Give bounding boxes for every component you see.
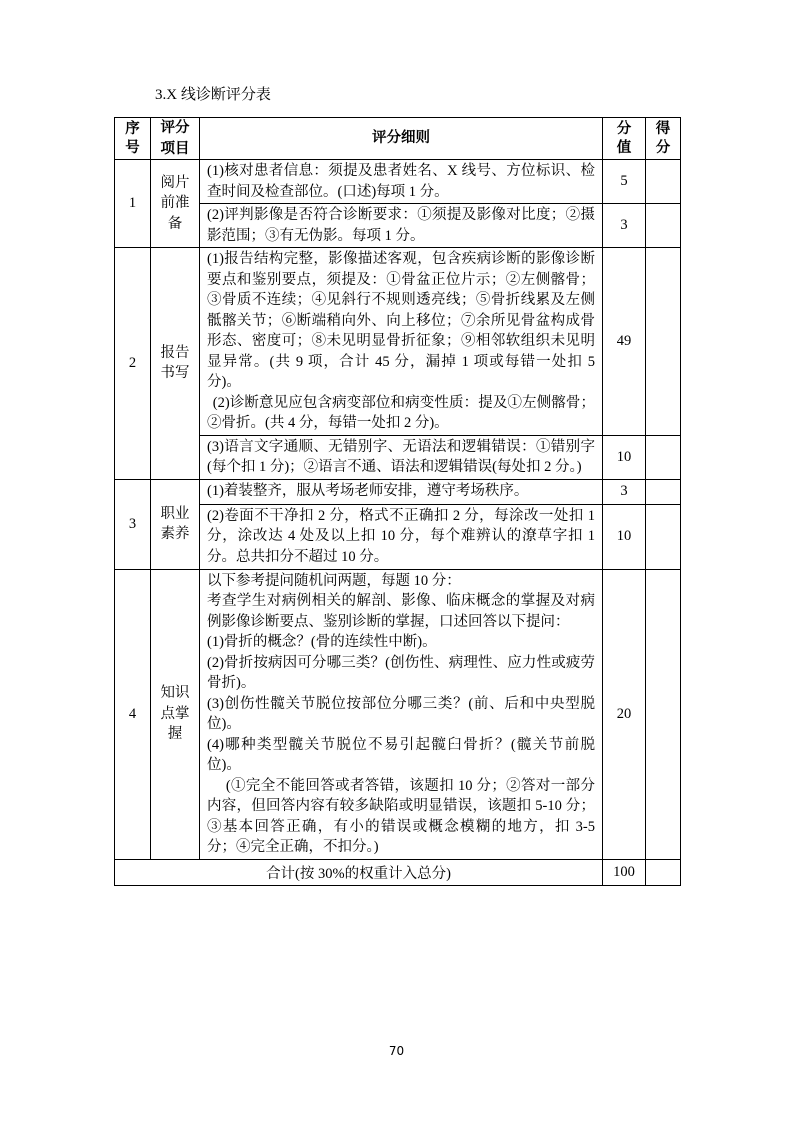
criteria-paragraph: (1)着装整齐，服从考场老师安排，遵守考场秩序。 <box>207 483 529 500</box>
row3b-obtained-cell <box>646 504 681 569</box>
row2-index-cell: 2 <box>115 248 151 480</box>
header-row <box>115 118 681 160</box>
criteria-paragraph: (2)卷面不干净扣 2 分，格式不正确扣 2 分，每涂改一处扣 1 分，涂改达 4 处及以上扣 10 分，每个难辨认的潦草字扣 1 分。总共扣分不超过 10 分。 <box>207 507 595 565</box>
row4-criteria-cell <box>200 569 603 859</box>
row3b-criteria-cell <box>200 504 603 569</box>
row4-score-cell: 20 <box>603 569 646 859</box>
header-criteria-label: 评分细则 <box>372 130 430 146</box>
header-col-criteria <box>200 118 603 160</box>
header-col-index <box>115 118 151 160</box>
criteria-paragraph: (①完全不能回答或者答错，该题扣 10 分；②答对一部分内容，但回答内容有较多缺陷或明显错误，该题扣 5-10 分；③基本回答正确，有小的错误或概念模糊的地方，扣 3-5 分；④完全正确，不扣分。) <box>207 777 595 855</box>
row2a-criteria-cell <box>200 248 603 436</box>
total-label-cell: 合计(按 30%的权重计入总分) <box>115 859 603 885</box>
criteria-paragraph: (1)骨折的概念？(骨的连续性中断)。 <box>207 634 437 650</box>
header-col-obtained <box>646 118 681 160</box>
row3-item-cell <box>151 479 200 569</box>
criteria-paragraph: (3)语言文字通顺、无错别字、无语法和逻辑错误：①错别字(每个扣 1 分)；②语言不通、语法和逻辑错误(每处扣 2 分。) <box>207 438 595 475</box>
criteria-paragraph: (2)诊断意见应包含病变部位和病变性质：提及①左侧髂骨；②骨折。(共 4 分，每错一处扣 2 分)。 <box>207 394 595 431</box>
criteria-paragraph: (1)核对患者信息：须提及患者姓名、X 线号、方位标识、检查时间及检查部位。(口述)每项 1 分。 <box>207 163 595 200</box>
row3a-score-cell: 3 <box>603 479 646 504</box>
row1-item-label: 阅片前准备 <box>160 174 190 232</box>
row3a-obtained-cell <box>646 479 681 504</box>
header-col-item <box>151 118 200 160</box>
page-number: 70 <box>388 1044 405 1058</box>
criteria-paragraph: 考查学生对病例相关的解剖、影像、临床概念的掌握及对病例影像诊断要点、鉴别诊断的掌握，口述回答以下提问： <box>207 593 595 630</box>
document-title: 3.X 线诊断评分表 <box>155 87 271 103</box>
row1b-criteria-cell <box>200 204 603 248</box>
table-row <box>115 435 681 479</box>
row1b-obtained-cell <box>646 204 681 248</box>
row2a-score-cell: 49 <box>603 248 646 436</box>
table-row <box>115 569 681 859</box>
row2-item-cell <box>151 248 200 480</box>
criteria-paragraph: (1)报告结构完整，影像描述客观，包含疾病诊断的影像诊断要点和鉴别要点，须提及：①骨盆正位片示；②左侧髂骨；③骨质不连续；④见斜行不规则透亮线；⑤骨折线累及左侧骶髂关节；⑥断端稍向外、向上移位；⑦余所见骨盆构成骨形态、密度可；⑧未见明显骨折征象；⑨相邻软组织未见明显异常。(共 9 项，合计 45 分，漏掉 1 项或每错一处扣 5 分)。 <box>207 251 595 390</box>
row2b-criteria-cell <box>200 435 603 479</box>
table-row <box>115 204 681 248</box>
row4-item-cell <box>151 569 200 859</box>
scoring-table <box>114 117 681 886</box>
row1b-score-cell: 3 <box>603 204 646 248</box>
row3-item-label: 职业素养 <box>160 505 190 542</box>
row1a-criteria-cell <box>200 160 603 204</box>
row1a-obtained-cell <box>646 160 681 204</box>
row1-index-cell: 1 <box>115 160 151 248</box>
header-obtained-label: 得分 <box>655 120 671 156</box>
row2b-score-cell: 10 <box>603 435 646 479</box>
row3a-criteria-cell <box>200 479 603 504</box>
header-score-label: 分值 <box>616 120 632 156</box>
total-row <box>115 859 681 885</box>
criteria-paragraph: (2)骨折按病因可分哪三类？(创伤性、病理性、应力性或疲劳骨折)。 <box>207 654 595 691</box>
row4-obtained-cell <box>646 569 681 859</box>
criteria-paragraph: (2)评判影像是否符合诊断要求：①须提及影像对比度；②摄影范围；③有无伪影。每项 1 分。 <box>207 207 595 244</box>
row4-index-cell: 4 <box>115 569 151 859</box>
header-item-label: 评分项目 <box>160 120 190 157</box>
row4-item-label: 知识点掌握 <box>160 685 190 743</box>
header-index-label: 序号 <box>125 120 140 156</box>
criteria-paragraph: 以下参考提问随机问两题，每题 10 分： <box>207 572 461 589</box>
row3-index-cell: 3 <box>115 479 151 569</box>
table-row <box>115 504 681 569</box>
total-score-cell: 100 <box>603 859 646 885</box>
criteria-paragraph: (4)哪种类型髋关节脱位不易引起髋臼骨折？(髋关节前脱位)。 <box>207 736 595 773</box>
total-obtained-cell <box>646 859 681 885</box>
row2b-obtained-cell <box>646 435 681 479</box>
table-row <box>115 479 681 504</box>
row2a-obtained-cell <box>646 248 681 436</box>
criteria-paragraph: (3)创伤性髋关节脱位按部位分哪三类？(前、后和中央型脱位)。 <box>207 695 595 732</box>
table-row <box>115 248 681 436</box>
row1-item-cell <box>151 160 200 248</box>
header-col-score <box>603 118 646 160</box>
row3b-score-cell: 10 <box>603 504 646 569</box>
row2-item-label: 报告书写 <box>160 344 190 382</box>
table-row <box>115 160 681 204</box>
row1a-score-cell: 5 <box>603 160 646 204</box>
